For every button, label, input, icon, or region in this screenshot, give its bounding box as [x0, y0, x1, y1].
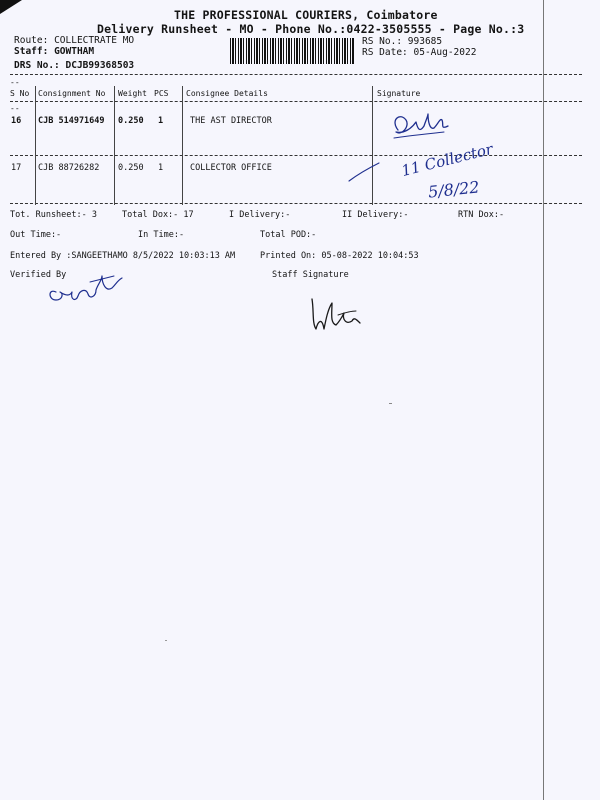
rs-date-line: [362, 47, 476, 58]
header-pcs: PCS: [154, 89, 169, 98]
header-signature: Signature: [377, 89, 421, 98]
scan-corner-mark: [0, 0, 22, 14]
total-pod: Total POD:-: [260, 230, 317, 240]
total-runsheet: Tot. Runsheet:- 3: [10, 210, 97, 220]
header-consignee: Consignee Details: [186, 89, 268, 98]
in-time: In Time:-: [138, 230, 185, 240]
table-top-rule: [10, 74, 582, 75]
drs-value: DCJB99368503: [65, 60, 135, 71]
dash-marker: --: [10, 104, 20, 113]
company-title: THE PROFESSIONAL COURIERS, Coimbatore: [174, 8, 438, 22]
header-consignment: Consignment No: [38, 89, 106, 98]
route-line: [14, 35, 134, 46]
rs-no-value: 993685: [407, 36, 443, 47]
column-divider: [372, 86, 373, 205]
route-value: COLLECTRATE MO: [54, 35, 135, 46]
header-weight: Weight: [118, 89, 147, 98]
row-pcs: 1: [158, 116, 164, 126]
rs-date-value: 05-Aug-2022: [413, 47, 477, 58]
drs-line: [14, 60, 134, 71]
staff-line: [14, 46, 94, 57]
row-consignee: COLLECTOR OFFICE: [190, 163, 272, 173]
verified-by-label: Verified By: [10, 270, 67, 280]
route-label: Route:: [14, 35, 49, 46]
row-16-signature: [386, 108, 456, 148]
row-sno: 16: [11, 116, 22, 126]
rs-no-label: RS No.:: [362, 36, 403, 47]
row-weight: 0.250: [118, 163, 144, 173]
page-edge-line: [543, 0, 544, 800]
row-consignee: THE AST DIRECTOR: [190, 116, 272, 126]
out-time: Out Time:-: [10, 230, 62, 240]
table-bottom-rule: [10, 203, 582, 204]
column-divider: [35, 86, 36, 205]
rs-no-line: [362, 36, 442, 47]
dash-marker: --: [10, 78, 20, 87]
verified-by-signature: [42, 266, 132, 312]
rtn-dox: RTN Dox:-: [458, 210, 505, 220]
drs-label: DRS No.:: [14, 60, 60, 71]
rs-date-label: RS Date:: [362, 47, 408, 58]
staff-label: Staff:: [14, 46, 49, 57]
row-consignment: CJB 88726282: [38, 163, 100, 173]
header-sno: S No: [10, 89, 30, 98]
row-divider: [10, 155, 582, 156]
staff-value: GOWTHAM: [54, 46, 95, 57]
row-consignment: CJB 514971649: [38, 116, 105, 126]
row-sno: 17: [11, 163, 22, 173]
staff-signature: [306, 295, 366, 335]
runsheet-subtitle: Delivery Runsheet - MO - Phone No.:0422-3505555 - Page No.:3: [97, 22, 525, 36]
scan-speck: [389, 403, 392, 404]
barcode: [230, 38, 354, 64]
i-delivery: I Delivery:-: [229, 210, 291, 220]
row-weight: 0.250: [118, 116, 144, 126]
column-divider: [114, 86, 115, 205]
row-pcs: 1: [158, 163, 164, 173]
row-17-pen-stroke: [345, 155, 385, 185]
row-17-handwritten-date: 5/8/22: [427, 177, 481, 202]
scan-speck: [165, 640, 167, 641]
printed-on: Printed On: 05-08-2022 10:04:53: [260, 251, 419, 261]
entered-by: Entered By :SANGEETHAMO 8/5/2022 10:03:13 AM: [10, 251, 236, 261]
column-divider: [182, 86, 183, 205]
total-dox: Total Dox:- 17: [122, 210, 194, 220]
staff-signature-label: Staff Signature: [272, 270, 349, 280]
header-bottom-rule: [10, 101, 582, 102]
ii-delivery: II Delivery:-: [342, 210, 409, 220]
row-17-handwritten-note: 11 Collector: [399, 139, 495, 180]
